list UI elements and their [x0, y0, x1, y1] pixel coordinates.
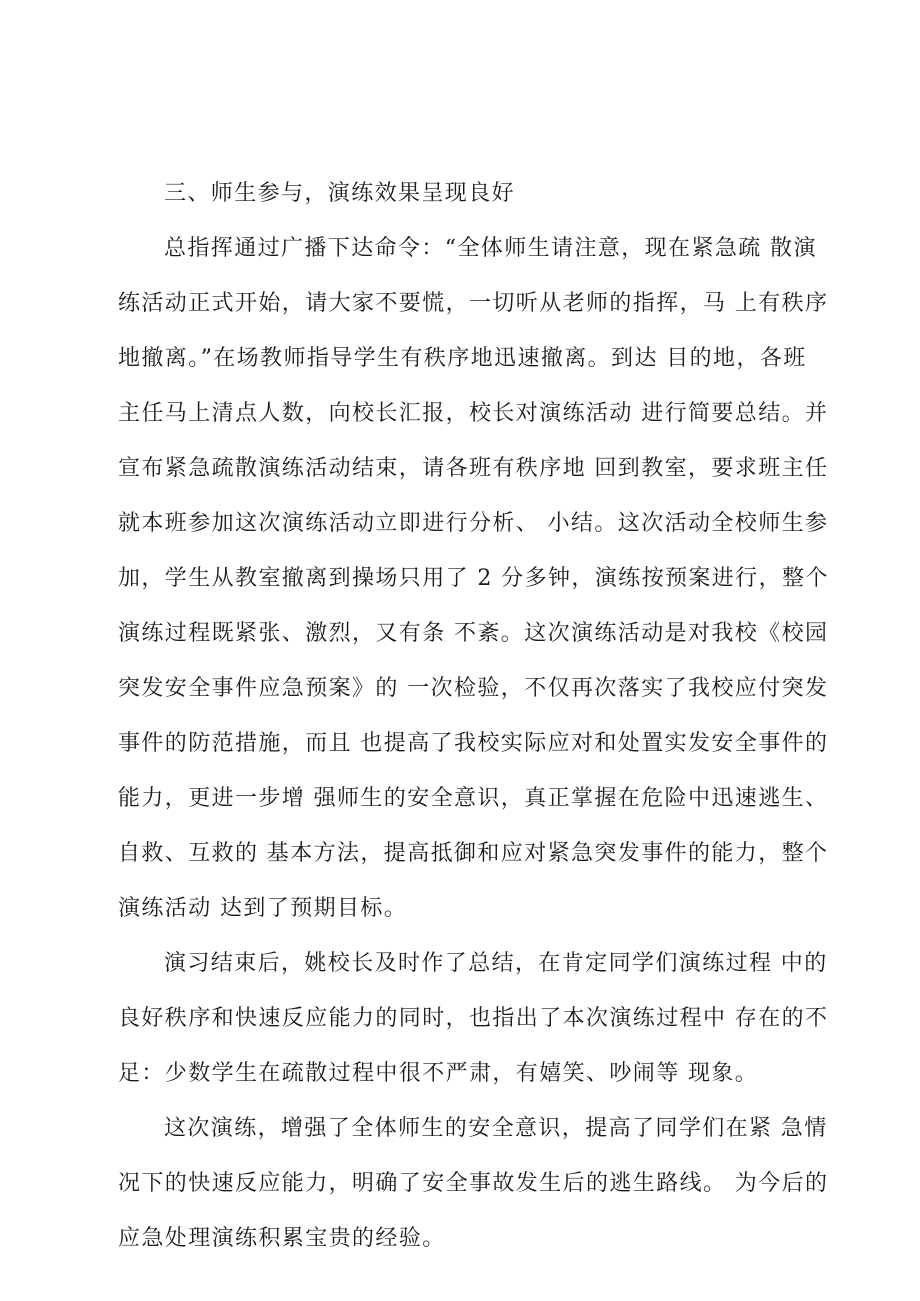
paragraph-3-line-3: 应急处理演练积累宝贵的经验。	[118, 1226, 446, 1251]
paragraph-2-line-3: 足：少数学生在疏散过程中很不严肃，有嬉笑、吵闹等 现象。	[118, 1061, 759, 1086]
paragraph-1-line-6: 就本班参加这次演练活动立即进行分析、 小结。这次活动全校师生参	[118, 511, 829, 536]
paragraph-1-line-13: 演练活动 达到了预期目标。	[118, 896, 408, 921]
section-heading: 三、师生参与，演练效果呈现良好	[164, 181, 516, 206]
paragraph-2-line-2: 良好秩序和快速反应能力的同时，也指出了本次演练过程中 存在的不	[118, 1006, 829, 1031]
paragraph-1-line-8: 演练过程既紧张、激烈，又有条 不紊。这次演练活动是对我校《校园	[118, 621, 829, 646]
paragraph-1-line-7: 加，学生从教室撤离到操场只用了 2 分多钟，演练按预案进行，整个	[118, 566, 829, 591]
paragraph-2-line-1: 演习结束后，姚校长及时作了总结，在肯定同学们演练过程 中的	[164, 951, 828, 976]
paragraph-1-line-10: 事件的防范措施，而且 也提高了我校实际应对和处置实发安全事件的	[118, 731, 829, 756]
paragraph-1-line-2: 练活动正式开始，请大家不要慌，一切听从老师的指挥，马 上有秩序	[118, 291, 829, 316]
paragraph-3-line-2: 况下的快速反应能力，明确了安全事故发生后的逃生路线。 为今后的	[118, 1171, 829, 1196]
paragraph-1-line-4: 主任马上清点人数，向校长汇报，校长对演练活动 进行简要总结。并	[118, 401, 829, 426]
paragraph-1-line-5: 宣布紧急疏散演练活动结束，请各班有秩序地 回到教室，要求班主任	[118, 456, 829, 481]
paragraph-1-line-3: 地撤离。”在场教师指导学生有秩序地迅速撤离。到达 目的地，各班	[118, 346, 807, 371]
paragraph-1-line-12: 自救、互救的 基本方法，提高抵御和应对紧急突发事件的能力，整个	[118, 841, 829, 866]
paragraph-1-line-1: 总指挥通过广播下达命令：“全体师生请注意，现在紧急疏 散演	[164, 236, 817, 261]
paragraph-3-line-1: 这次演练，增强了全体师生的安全意识，提高了同学们在紧 急情	[164, 1116, 828, 1141]
paragraph-1-line-11: 能力，更进一步增 强师生的安全意识，真正掌握在危险中迅速逃生、	[118, 786, 829, 811]
paragraph-1-line-9: 突发安全事件应急预案》的 一次检验，不仅再次落实了我校应付突发	[118, 676, 829, 701]
